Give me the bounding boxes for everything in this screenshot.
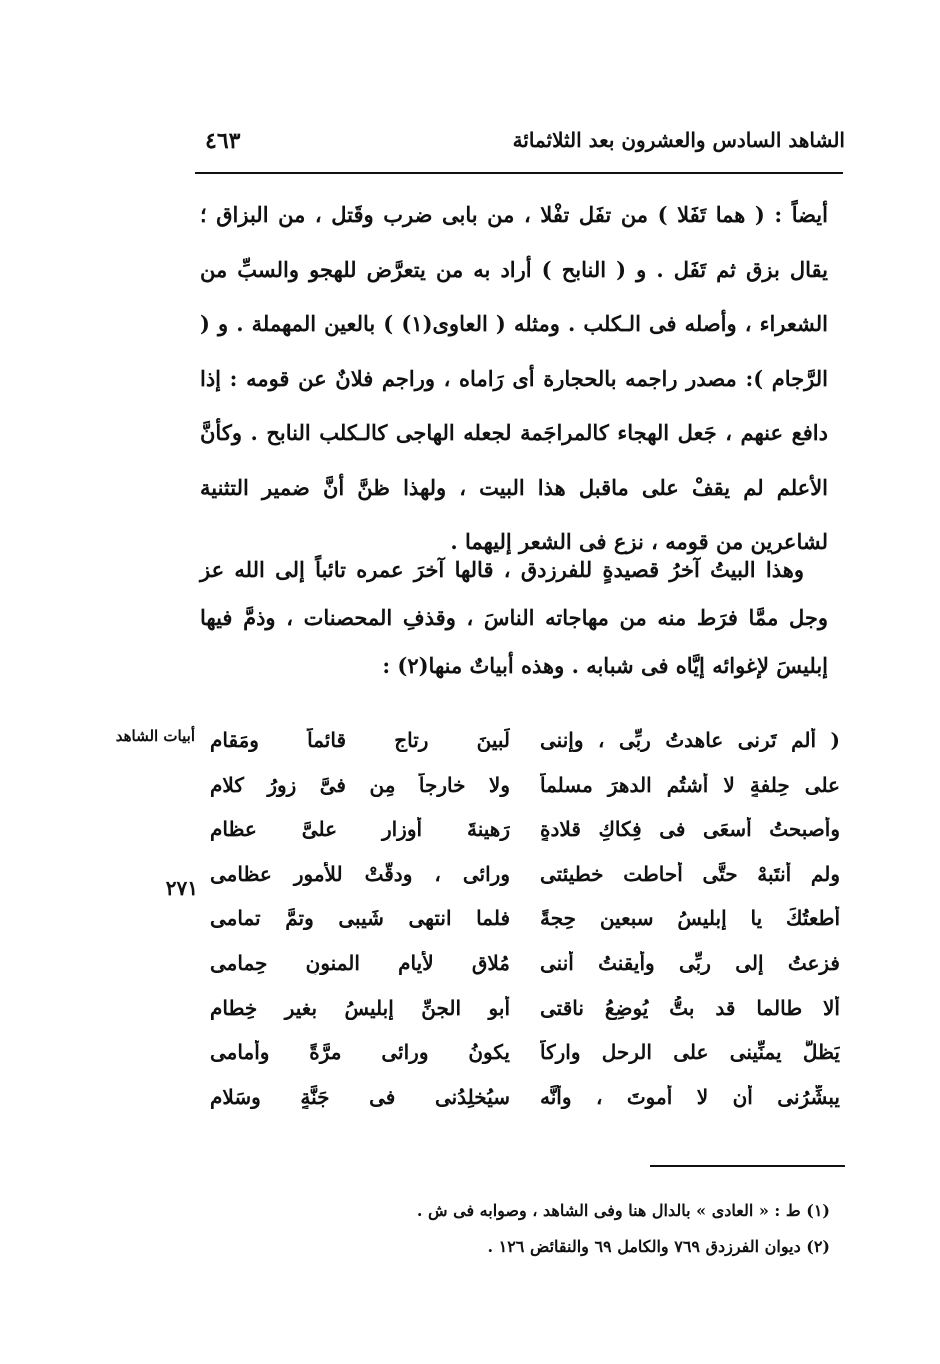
verse-line <box>200 945 840 990</box>
verse-line <box>200 990 840 1035</box>
footnote-divider <box>650 1165 845 1167</box>
introduction-paragraph: وهذا البيتُ آخرُ قصيدةٍ للفرزدق ، قالها آخرَ عمره تائباً إلى الله عز وجل ممَّا فرَط منه من مهاجاته الناسَ ، وقذفِ المحصنات ، وذمَّ فيها إبليسَ لإغوائه إيَّاه فى شبابه . وهذه أبياتٌ منها(٢) : <box>200 557 828 678</box>
page-number: ٤٦٣ <box>205 128 241 154</box>
first-hemistich: على حِلفةٍ لا أشتُم الدهرَ مسلماً <box>540 772 840 797</box>
second-hemistich: ورائى ، ودقَّتْ للأمورِ عظامى <box>210 861 510 886</box>
first-hemistich: وأصبحتُ أسعَى فى فِكاكِ قلادةٍ <box>540 817 840 842</box>
commentary-paragraph: أيضاً : ( هما تَفَلا ) من تفَل تفْلا ، من بابى ضرب وقَتل ، من البزاق ؛ يقال بزق ثم تَفَل . و ( النابح ) أراد به من يتعرَّض للهجو والسبِّ من الشعراء ، وأصله فى الـكلب . ومثله ( العاوى(١) ) بالعين المهملة . و ( الرَّجام ): مصدر راجمه بالحجارة أى رَاماه ، وراجم فلانٌ عن قومه : إذا دافع عنهم ، جَعل الهجاء كالمراجَمة لجعله الهاجى كالـكلب النابح . وكأنَّ الأعلم لم يقفْ على ماقبل هذا البيت ، ولهذا ظنَّ أنَّ ضمير التثنية لشاعرين من قومه ، نزع فى الشعر إليهما . <box>200 202 828 554</box>
second-hemistich: لَبينَ رِتاجٍ قائماً ومَقام <box>210 728 510 752</box>
chapter-title: الشاهد السادس والعشرون بعد الثلاثمائة <box>512 128 845 152</box>
margin-note: أبيات الشاهد <box>115 727 195 745</box>
second-hemistich: أبو الجنِّ إبليسُ بغيرِ خِطامِ <box>210 995 510 1020</box>
second-hemistich: مُلاقٍ لأيامِ المنونِ حِمامى <box>210 950 510 975</box>
poem-verses <box>200 722 840 1123</box>
margin-verse-number: ٢٧١ <box>165 876 198 900</box>
first-hemistich: يبشِّرُنى أن لا أموتَ ، وأنَّه <box>540 1084 840 1109</box>
verse-line <box>200 1079 840 1124</box>
footnotes <box>230 1193 830 1265</box>
second-hemistich: فلما انتهى شَيبى وتمَّ تمامى <box>210 906 510 931</box>
verse-line <box>200 856 840 901</box>
verse-line <box>200 1034 840 1079</box>
second-hemistich: ولا خارجاً مِن فىَّ زورُ كلامِ <box>210 772 510 797</box>
second-hemistich: يكونُ ورائى مرَّةً وأمامى <box>210 1040 510 1065</box>
verse-line <box>200 900 840 945</box>
second-hemistich: سيُخلِدُنى فى جَنَّةٍ وسَلامِ <box>210 1084 510 1109</box>
footnote: (١) ط : « العادى » بالدال هنا وفى الشاهد ، وصوابه فى ش . <box>416 1201 830 1220</box>
verse-line <box>200 767 840 812</box>
first-hemistich: ألا طالما قد بتُّ يُوضِعُ ناقتى <box>540 995 840 1020</box>
header-divider <box>195 172 843 174</box>
first-hemistich: فزِعتُ إلى ربِّى وأيقنتُ أننى <box>540 950 840 975</box>
first-hemistich: ( ألم تَرنى عاهدتُ ربِّى ، وإننى <box>540 728 840 752</box>
verse-line <box>200 811 840 856</box>
first-hemistich: أطعتُكَ يا إبليسُ سبعين حِجةً <box>540 906 840 931</box>
footnote: (٢) ديوان الفرزدق ٧٦٩ والكامل ٦٩ والنقائض ١٢٦ . <box>487 1237 830 1256</box>
verse-line <box>200 722 840 767</box>
first-hemistich: ولم أنتَبهْ حتَّى أحاطت خطيئتى <box>540 861 840 886</box>
first-hemistich: يَظلُّ يمنِّينى على الرحل وارِكاً <box>540 1040 840 1065</box>
second-hemistich: رَهينةَ أوزارٍ علىَّ عظامِ <box>210 817 510 842</box>
running-header <box>195 128 845 168</box>
